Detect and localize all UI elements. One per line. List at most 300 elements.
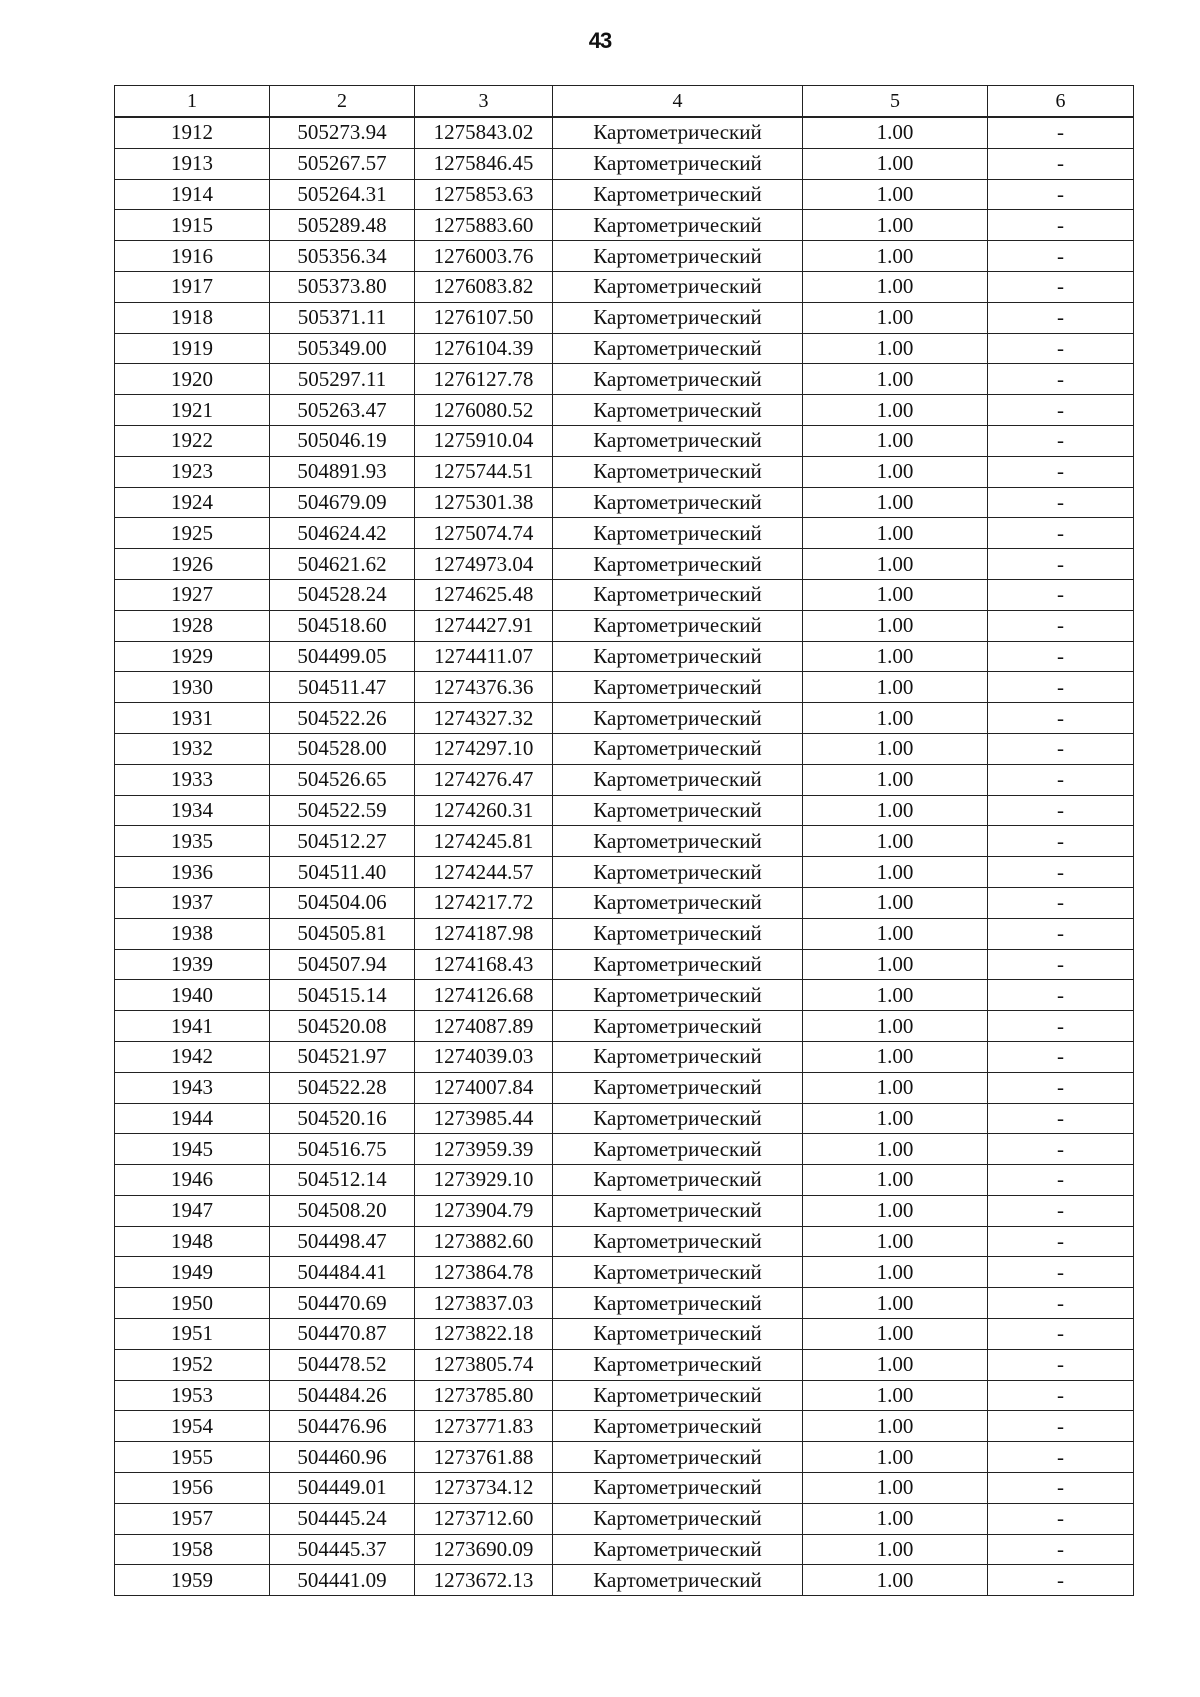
y-coordinate-cell: 1274245.81 xyxy=(415,826,553,857)
point-number-cell: 1955 xyxy=(115,1442,270,1473)
point-number-cell: 1917 xyxy=(115,271,270,302)
x-coordinate-cell: 504891.93 xyxy=(270,456,415,487)
x-coordinate-cell: 504521.97 xyxy=(270,1041,415,1072)
method-cell: Картометрический xyxy=(553,1565,803,1596)
table-row xyxy=(115,549,1134,580)
method-cell: Картометрический xyxy=(553,672,803,703)
note-cell: - xyxy=(988,857,1134,888)
y-coordinate-cell: 1275074.74 xyxy=(415,518,553,549)
accuracy-cell: 1.00 xyxy=(803,1534,988,1565)
note-cell: - xyxy=(988,918,1134,949)
point-number-cell: 1957 xyxy=(115,1503,270,1534)
point-number-cell: 1948 xyxy=(115,1226,270,1257)
method-cell: Картометрический xyxy=(553,302,803,333)
point-number-cell: 1943 xyxy=(115,1072,270,1103)
column-header-6: 6 xyxy=(988,86,1134,118)
x-coordinate-cell: 504445.24 xyxy=(270,1503,415,1534)
note-cell: - xyxy=(988,333,1134,364)
method-cell: Картометрический xyxy=(553,210,803,241)
y-coordinate-cell: 1275846.45 xyxy=(415,148,553,179)
method-cell: Картометрический xyxy=(553,1072,803,1103)
accuracy-cell: 1.00 xyxy=(803,549,988,580)
point-number-cell: 1951 xyxy=(115,1319,270,1350)
method-cell: Картометрический xyxy=(553,425,803,456)
table-row xyxy=(115,1072,1134,1103)
point-number-cell: 1926 xyxy=(115,549,270,580)
x-coordinate-cell: 505264.31 xyxy=(270,179,415,210)
accuracy-cell: 1.00 xyxy=(803,1349,988,1380)
point-number-cell: 1922 xyxy=(115,425,270,456)
method-cell: Картометрический xyxy=(553,364,803,395)
point-number-cell: 1939 xyxy=(115,949,270,980)
method-cell: Картометрический xyxy=(553,980,803,1011)
x-coordinate-cell: 504624.42 xyxy=(270,518,415,549)
method-cell: Картометрический xyxy=(553,1442,803,1473)
note-cell: - xyxy=(988,1103,1134,1134)
table-row xyxy=(115,487,1134,518)
y-coordinate-cell: 1274007.84 xyxy=(415,1072,553,1103)
point-number-cell: 1949 xyxy=(115,1257,270,1288)
point-number-cell: 1913 xyxy=(115,148,270,179)
accuracy-cell: 1.00 xyxy=(803,1195,988,1226)
point-number-cell: 1953 xyxy=(115,1380,270,1411)
accuracy-cell: 1.00 xyxy=(803,764,988,795)
note-cell: - xyxy=(988,672,1134,703)
table-row xyxy=(115,425,1134,456)
x-coordinate-cell: 504449.01 xyxy=(270,1473,415,1504)
y-coordinate-cell: 1274276.47 xyxy=(415,764,553,795)
column-header-1: 1 xyxy=(115,86,270,118)
x-coordinate-cell: 505297.11 xyxy=(270,364,415,395)
coordinates-table xyxy=(114,85,1134,1596)
y-coordinate-cell: 1274427.91 xyxy=(415,610,553,641)
point-number-cell: 1915 xyxy=(115,210,270,241)
accuracy-cell: 1.00 xyxy=(803,1011,988,1042)
accuracy-cell: 1.00 xyxy=(803,918,988,949)
point-number-cell: 1932 xyxy=(115,733,270,764)
x-coordinate-cell: 504621.62 xyxy=(270,549,415,580)
y-coordinate-cell: 1273785.80 xyxy=(415,1380,553,1411)
x-coordinate-cell: 504522.28 xyxy=(270,1072,415,1103)
note-cell: - xyxy=(988,271,1134,302)
column-header-5: 5 xyxy=(803,86,988,118)
y-coordinate-cell: 1274168.43 xyxy=(415,949,553,980)
y-coordinate-cell: 1275744.51 xyxy=(415,456,553,487)
method-cell: Картометрический xyxy=(553,456,803,487)
note-cell: - xyxy=(988,1288,1134,1319)
point-number-cell: 1935 xyxy=(115,826,270,857)
table-row xyxy=(115,918,1134,949)
accuracy-cell: 1.00 xyxy=(803,949,988,980)
point-number-cell: 1912 xyxy=(115,117,270,148)
note-cell: - xyxy=(988,1195,1134,1226)
y-coordinate-cell: 1276127.78 xyxy=(415,364,553,395)
method-cell: Картометрический xyxy=(553,549,803,580)
x-coordinate-cell: 504460.96 xyxy=(270,1442,415,1473)
note-cell: - xyxy=(988,456,1134,487)
point-number-cell: 1928 xyxy=(115,610,270,641)
y-coordinate-cell: 1274260.31 xyxy=(415,795,553,826)
point-number-cell: 1959 xyxy=(115,1565,270,1596)
method-cell: Картометрический xyxy=(553,241,803,272)
table-row xyxy=(115,641,1134,672)
accuracy-cell: 1.00 xyxy=(803,1226,988,1257)
note-cell: - xyxy=(988,1473,1134,1504)
accuracy-cell: 1.00 xyxy=(803,333,988,364)
y-coordinate-cell: 1274376.36 xyxy=(415,672,553,703)
accuracy-cell: 1.00 xyxy=(803,425,988,456)
table-row xyxy=(115,518,1134,549)
accuracy-cell: 1.00 xyxy=(803,1380,988,1411)
y-coordinate-cell: 1274039.03 xyxy=(415,1041,553,1072)
point-number-cell: 1942 xyxy=(115,1041,270,1072)
x-coordinate-cell: 505273.94 xyxy=(270,117,415,148)
point-number-cell: 1947 xyxy=(115,1195,270,1226)
accuracy-cell: 1.00 xyxy=(803,518,988,549)
method-cell: Картометрический xyxy=(553,487,803,518)
method-cell: Картометрический xyxy=(553,1011,803,1042)
note-cell: - xyxy=(988,1349,1134,1380)
y-coordinate-cell: 1276107.50 xyxy=(415,302,553,333)
x-coordinate-cell: 504484.41 xyxy=(270,1257,415,1288)
note-cell: - xyxy=(988,641,1134,672)
accuracy-cell: 1.00 xyxy=(803,1288,988,1319)
table-row xyxy=(115,117,1134,148)
accuracy-cell: 1.00 xyxy=(803,672,988,703)
accuracy-cell: 1.00 xyxy=(803,1103,988,1134)
x-coordinate-cell: 504504.06 xyxy=(270,887,415,918)
y-coordinate-cell: 1273959.39 xyxy=(415,1134,553,1165)
x-coordinate-cell: 504520.08 xyxy=(270,1011,415,1042)
accuracy-cell: 1.00 xyxy=(803,887,988,918)
table-row xyxy=(115,271,1134,302)
note-cell: - xyxy=(988,1226,1134,1257)
accuracy-cell: 1.00 xyxy=(803,395,988,426)
y-coordinate-cell: 1273864.78 xyxy=(415,1257,553,1288)
note-cell: - xyxy=(988,1319,1134,1350)
y-coordinate-cell: 1273904.79 xyxy=(415,1195,553,1226)
y-coordinate-cell: 1273805.74 xyxy=(415,1349,553,1380)
y-coordinate-cell: 1274126.68 xyxy=(415,980,553,1011)
point-number-cell: 1938 xyxy=(115,918,270,949)
column-header-3: 3 xyxy=(415,86,553,118)
table-row xyxy=(115,333,1134,364)
note-cell: - xyxy=(988,549,1134,580)
table-row xyxy=(115,610,1134,641)
table-row xyxy=(115,1165,1134,1196)
x-coordinate-cell: 505371.11 xyxy=(270,302,415,333)
x-coordinate-cell: 504478.52 xyxy=(270,1349,415,1380)
y-coordinate-cell: 1275910.04 xyxy=(415,425,553,456)
accuracy-cell: 1.00 xyxy=(803,795,988,826)
x-coordinate-cell: 505046.19 xyxy=(270,425,415,456)
point-number-cell: 1931 xyxy=(115,703,270,734)
note-cell: - xyxy=(988,179,1134,210)
method-cell: Картометрический xyxy=(553,1257,803,1288)
method-cell: Картометрический xyxy=(553,271,803,302)
method-cell: Картометрический xyxy=(553,179,803,210)
x-coordinate-cell: 504470.69 xyxy=(270,1288,415,1319)
accuracy-cell: 1.00 xyxy=(803,1165,988,1196)
note-cell: - xyxy=(988,1503,1134,1534)
note-cell: - xyxy=(988,1534,1134,1565)
note-cell: - xyxy=(988,148,1134,179)
point-number-cell: 1954 xyxy=(115,1411,270,1442)
y-coordinate-cell: 1273690.09 xyxy=(415,1534,553,1565)
note-cell: - xyxy=(988,210,1134,241)
table-row xyxy=(115,1380,1134,1411)
point-number-cell: 1941 xyxy=(115,1011,270,1042)
x-coordinate-cell: 504470.87 xyxy=(270,1319,415,1350)
x-coordinate-cell: 504498.47 xyxy=(270,1226,415,1257)
table-row xyxy=(115,1442,1134,1473)
table-row xyxy=(115,703,1134,734)
x-coordinate-cell: 505267.57 xyxy=(270,148,415,179)
note-cell: - xyxy=(988,395,1134,426)
note-cell: - xyxy=(988,241,1134,272)
method-cell: Картометрический xyxy=(553,733,803,764)
x-coordinate-cell: 504445.37 xyxy=(270,1534,415,1565)
accuracy-cell: 1.00 xyxy=(803,733,988,764)
point-number-cell: 1937 xyxy=(115,887,270,918)
y-coordinate-cell: 1273929.10 xyxy=(415,1165,553,1196)
x-coordinate-cell: 504505.81 xyxy=(270,918,415,949)
note-cell: - xyxy=(988,826,1134,857)
y-coordinate-cell: 1274625.48 xyxy=(415,579,553,610)
column-header-2: 2 xyxy=(270,86,415,118)
y-coordinate-cell: 1273771.83 xyxy=(415,1411,553,1442)
method-cell: Картометрический xyxy=(553,1411,803,1442)
note-cell: - xyxy=(988,1072,1134,1103)
x-coordinate-cell: 504518.60 xyxy=(270,610,415,641)
table-row xyxy=(115,395,1134,426)
point-number-cell: 1946 xyxy=(115,1165,270,1196)
note-cell: - xyxy=(988,302,1134,333)
table-body xyxy=(115,117,1134,1596)
table-row xyxy=(115,148,1134,179)
x-coordinate-cell: 504499.05 xyxy=(270,641,415,672)
note-cell: - xyxy=(988,579,1134,610)
accuracy-cell: 1.00 xyxy=(803,857,988,888)
note-cell: - xyxy=(988,1442,1134,1473)
table-row xyxy=(115,1011,1134,1042)
y-coordinate-cell: 1275843.02 xyxy=(415,117,553,148)
accuracy-cell: 1.00 xyxy=(803,1411,988,1442)
y-coordinate-cell: 1274217.72 xyxy=(415,887,553,918)
method-cell: Картометрический xyxy=(553,1041,803,1072)
table-header-row xyxy=(115,86,1134,118)
point-number-cell: 1933 xyxy=(115,764,270,795)
table-row xyxy=(115,1534,1134,1565)
x-coordinate-cell: 505349.00 xyxy=(270,333,415,364)
table-row xyxy=(115,949,1134,980)
table-row xyxy=(115,1103,1134,1134)
x-coordinate-cell: 504522.59 xyxy=(270,795,415,826)
y-coordinate-cell: 1274973.04 xyxy=(415,549,553,580)
x-coordinate-cell: 504522.26 xyxy=(270,703,415,734)
x-coordinate-cell: 504441.09 xyxy=(270,1565,415,1596)
note-cell: - xyxy=(988,610,1134,641)
y-coordinate-cell: 1275853.63 xyxy=(415,179,553,210)
x-coordinate-cell: 505263.47 xyxy=(270,395,415,426)
y-coordinate-cell: 1274244.57 xyxy=(415,857,553,888)
note-cell: - xyxy=(988,980,1134,1011)
point-number-cell: 1952 xyxy=(115,1349,270,1380)
accuracy-cell: 1.00 xyxy=(803,1442,988,1473)
table-row xyxy=(115,1288,1134,1319)
accuracy-cell: 1.00 xyxy=(803,148,988,179)
accuracy-cell: 1.00 xyxy=(803,1072,988,1103)
note-cell: - xyxy=(988,1041,1134,1072)
method-cell: Картометрический xyxy=(553,395,803,426)
y-coordinate-cell: 1273734.12 xyxy=(415,1473,553,1504)
method-cell: Картометрический xyxy=(553,1319,803,1350)
method-cell: Картометрический xyxy=(553,610,803,641)
method-cell: Картометрический xyxy=(553,1534,803,1565)
table-row xyxy=(115,1134,1134,1165)
note-cell: - xyxy=(988,487,1134,518)
method-cell: Картометрический xyxy=(553,518,803,549)
point-number-cell: 1940 xyxy=(115,980,270,1011)
table-row xyxy=(115,1041,1134,1072)
accuracy-cell: 1.00 xyxy=(803,456,988,487)
accuracy-cell: 1.00 xyxy=(803,302,988,333)
accuracy-cell: 1.00 xyxy=(803,579,988,610)
note-cell: - xyxy=(988,1165,1134,1196)
note-cell: - xyxy=(988,364,1134,395)
page-number: 43 xyxy=(588,28,612,53)
table-row xyxy=(115,857,1134,888)
x-coordinate-cell: 504528.24 xyxy=(270,579,415,610)
y-coordinate-cell: 1276104.39 xyxy=(415,333,553,364)
point-number-cell: 1925 xyxy=(115,518,270,549)
x-coordinate-cell: 504679.09 xyxy=(270,487,415,518)
point-number-cell: 1956 xyxy=(115,1473,270,1504)
note-cell: - xyxy=(988,795,1134,826)
point-number-cell: 1929 xyxy=(115,641,270,672)
method-cell: Картометрический xyxy=(553,918,803,949)
accuracy-cell: 1.00 xyxy=(803,179,988,210)
y-coordinate-cell: 1273837.03 xyxy=(415,1288,553,1319)
y-coordinate-cell: 1273712.60 xyxy=(415,1503,553,1534)
point-number-cell: 1923 xyxy=(115,456,270,487)
method-cell: Картометрический xyxy=(553,1349,803,1380)
table-row xyxy=(115,579,1134,610)
table-row xyxy=(115,795,1134,826)
accuracy-cell: 1.00 xyxy=(803,210,988,241)
x-coordinate-cell: 504508.20 xyxy=(270,1195,415,1226)
method-cell: Картометрический xyxy=(553,1103,803,1134)
point-number-cell: 1936 xyxy=(115,857,270,888)
point-number-cell: 1944 xyxy=(115,1103,270,1134)
note-cell: - xyxy=(988,425,1134,456)
table-row xyxy=(115,1411,1134,1442)
table-row xyxy=(115,1349,1134,1380)
y-coordinate-cell: 1276083.82 xyxy=(415,271,553,302)
y-coordinate-cell: 1276003.76 xyxy=(415,241,553,272)
x-coordinate-cell: 504512.14 xyxy=(270,1165,415,1196)
point-number-cell: 1916 xyxy=(115,241,270,272)
column-header-4: 4 xyxy=(553,86,803,118)
y-coordinate-cell: 1276080.52 xyxy=(415,395,553,426)
x-coordinate-cell: 504476.96 xyxy=(270,1411,415,1442)
x-coordinate-cell: 504507.94 xyxy=(270,949,415,980)
table-row xyxy=(115,1226,1134,1257)
x-coordinate-cell: 505289.48 xyxy=(270,210,415,241)
accuracy-cell: 1.00 xyxy=(803,117,988,148)
method-cell: Картометрический xyxy=(553,148,803,179)
y-coordinate-cell: 1273672.13 xyxy=(415,1565,553,1596)
note-cell: - xyxy=(988,1565,1134,1596)
point-number-cell: 1930 xyxy=(115,672,270,703)
accuracy-cell: 1.00 xyxy=(803,1319,988,1350)
method-cell: Картометрический xyxy=(553,1380,803,1411)
method-cell: Картометрический xyxy=(553,857,803,888)
x-coordinate-cell: 504511.47 xyxy=(270,672,415,703)
note-cell: - xyxy=(988,1411,1134,1442)
method-cell: Картометрический xyxy=(553,1226,803,1257)
note-cell: - xyxy=(988,518,1134,549)
method-cell: Картометрический xyxy=(553,949,803,980)
table-row xyxy=(115,241,1134,272)
accuracy-cell: 1.00 xyxy=(803,1503,988,1534)
y-coordinate-cell: 1273882.60 xyxy=(415,1226,553,1257)
accuracy-cell: 1.00 xyxy=(803,487,988,518)
accuracy-cell: 1.00 xyxy=(803,826,988,857)
method-cell: Картометрический xyxy=(553,579,803,610)
method-cell: Картометрический xyxy=(553,887,803,918)
table-row xyxy=(115,210,1134,241)
point-number-cell: 1958 xyxy=(115,1534,270,1565)
y-coordinate-cell: 1274187.98 xyxy=(415,918,553,949)
y-coordinate-cell: 1273822.18 xyxy=(415,1319,553,1350)
accuracy-cell: 1.00 xyxy=(803,1041,988,1072)
x-coordinate-cell: 504526.65 xyxy=(270,764,415,795)
y-coordinate-cell: 1274297.10 xyxy=(415,733,553,764)
accuracy-cell: 1.00 xyxy=(803,271,988,302)
table-row xyxy=(115,887,1134,918)
point-number-cell: 1919 xyxy=(115,333,270,364)
table-row xyxy=(115,1257,1134,1288)
x-coordinate-cell: 504528.00 xyxy=(270,733,415,764)
accuracy-cell: 1.00 xyxy=(803,980,988,1011)
point-number-cell: 1920 xyxy=(115,364,270,395)
method-cell: Картометрический xyxy=(553,703,803,734)
y-coordinate-cell: 1273761.88 xyxy=(415,1442,553,1473)
point-number-cell: 1927 xyxy=(115,579,270,610)
table-row xyxy=(115,980,1134,1011)
accuracy-cell: 1.00 xyxy=(803,1565,988,1596)
note-cell: - xyxy=(988,764,1134,795)
x-coordinate-cell: 505356.34 xyxy=(270,241,415,272)
table-row xyxy=(115,456,1134,487)
accuracy-cell: 1.00 xyxy=(803,1134,988,1165)
note-cell: - xyxy=(988,117,1134,148)
method-cell: Картометрический xyxy=(553,764,803,795)
method-cell: Картометрический xyxy=(553,1288,803,1319)
y-coordinate-cell: 1274087.89 xyxy=(415,1011,553,1042)
x-coordinate-cell: 504520.16 xyxy=(270,1103,415,1134)
note-cell: - xyxy=(988,887,1134,918)
note-cell: - xyxy=(988,1011,1134,1042)
table-row xyxy=(115,1473,1134,1504)
method-cell: Картометрический xyxy=(553,795,803,826)
table-row xyxy=(115,1565,1134,1596)
y-coordinate-cell: 1274327.32 xyxy=(415,703,553,734)
table-row xyxy=(115,826,1134,857)
note-cell: - xyxy=(988,703,1134,734)
table-row xyxy=(115,1503,1134,1534)
